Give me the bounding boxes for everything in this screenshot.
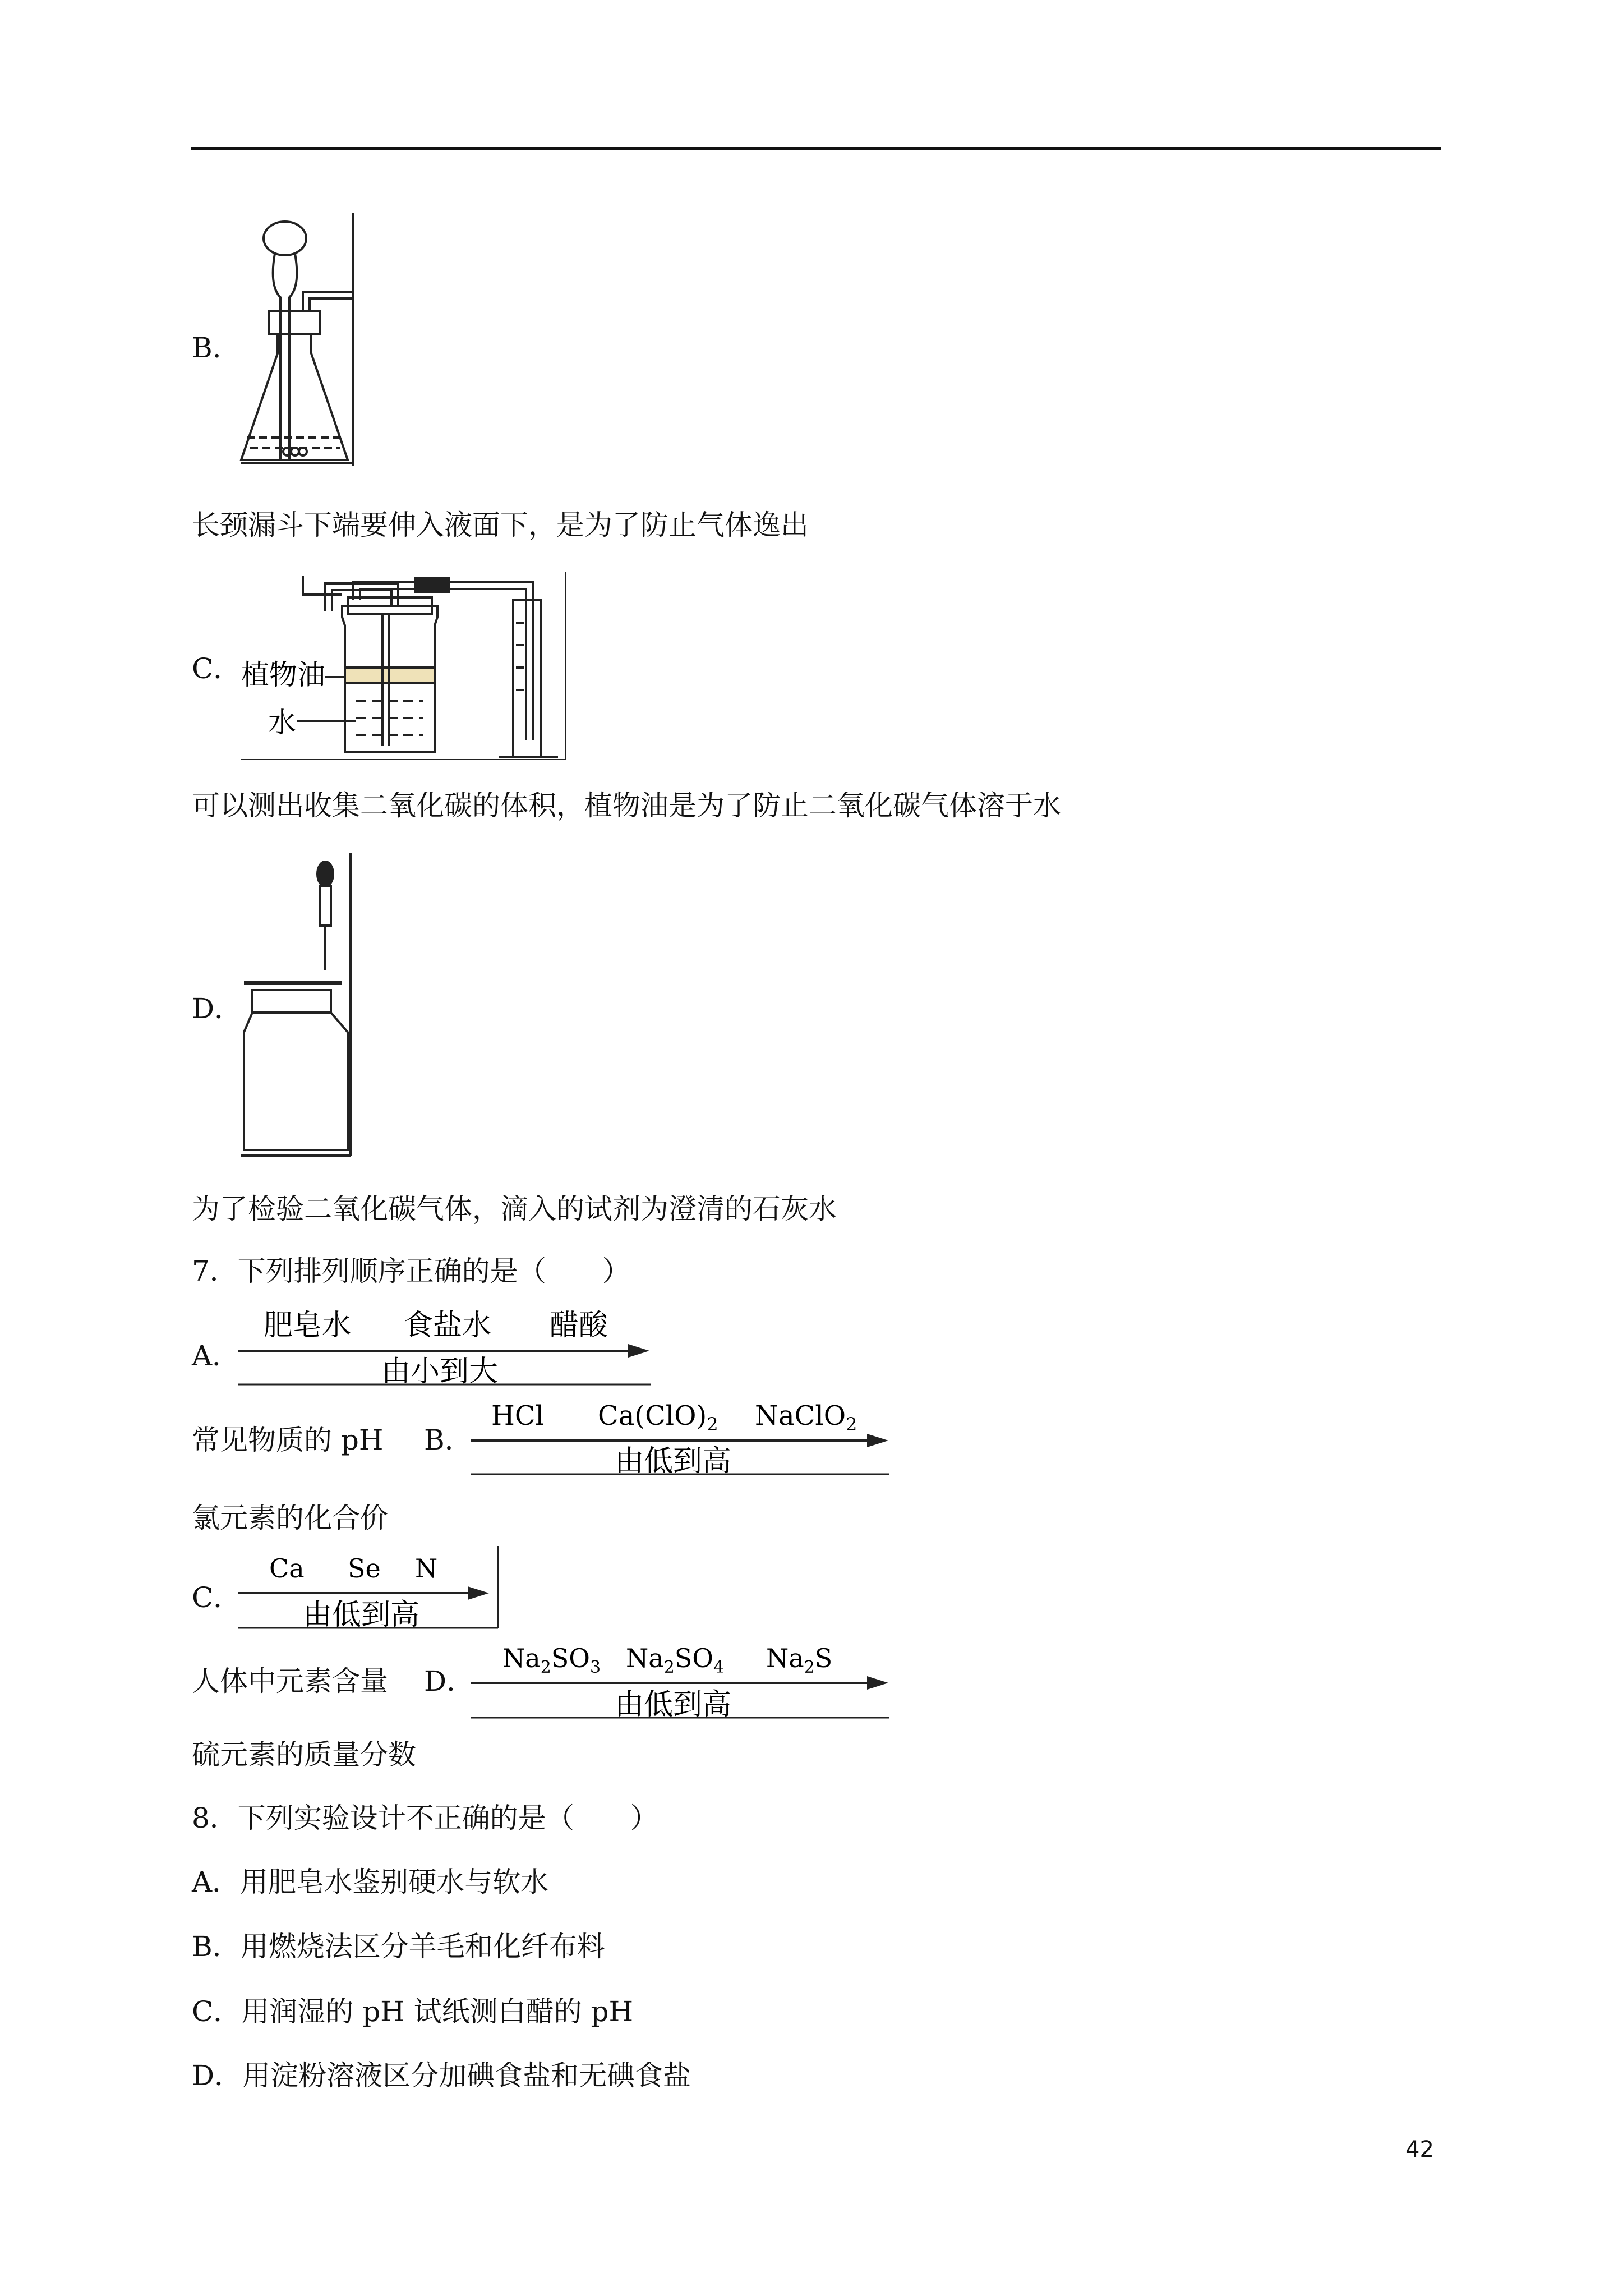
q7-d-item: Na [766, 1643, 804, 1673]
q7-a-label: A． [192, 1340, 241, 1372]
q7-b-label: B． [424, 1424, 473, 1456]
q7-d-subscript: 2 [804, 1658, 815, 1677]
q7-c-description: 人体中元素含量 [192, 1665, 388, 1697]
option-d-label: D． [192, 992, 243, 1025]
q7-d-item: Na [502, 1643, 541, 1673]
q8-option-c: C．用润湿的 pH 试纸测白醋的 pH [192, 1995, 634, 2028]
q7-c-label: C． [192, 1581, 242, 1614]
svg-text:Na2SO4 [626, 1643, 724, 1677]
q7-a-item: 醋酸 [550, 1309, 608, 1342]
svg-text:Ca(ClO)2 [598, 1400, 718, 1435]
q8-option-d: D．用淀粉溶液区分加碘食盐和无碘食盐 [192, 2059, 691, 2092]
svg-text:Na2S [766, 1643, 832, 1677]
q7-a-item: 食盐水 [404, 1309, 492, 1342]
q7-b-item: NaClO [755, 1400, 846, 1432]
q7-d-label: D． [424, 1665, 475, 1697]
option-b-label: B． [192, 332, 241, 364]
q7-d-item: Na [626, 1643, 664, 1673]
option-d-description: 为了检验二氧化碳气体，滴入的试剂为澄清的石灰水 [192, 1193, 837, 1225]
svg-text:Na2SO3 [502, 1643, 601, 1677]
q7-c-axis-label: 由低到高 [303, 1598, 420, 1630]
q7-b-item: Ca(ClO) [598, 1400, 707, 1432]
q7-c-item: Ca [269, 1553, 305, 1584]
dropper-jar-figure [236, 853, 353, 1158]
q7-c-item: Se [348, 1553, 381, 1584]
q8-option-a: A．用肥皂水鉴别硬水与软水 [192, 1866, 549, 1898]
option-b-description: 长颈漏斗下端要伸入液面下，是为了防止气体逸出 [192, 509, 809, 541]
q7-d-subscript: 2 [663, 1658, 675, 1677]
q8-option-b: B．用燃烧法区分羊毛和化纤布料 [192, 1930, 605, 1963]
q7-b-arrow-figure [469, 1391, 889, 1475]
option-c-label: C． [192, 652, 242, 685]
q7-d-item: SO [551, 1643, 591, 1673]
q7-c-item: N [415, 1553, 438, 1584]
option-c-description: 可以测出收集二氧化碳的体积，植物油是为了防止二氧化碳气体溶于水 [192, 789, 1061, 822]
q7-c-arrow-figure [236, 1546, 499, 1630]
q7-d-item: S [814, 1643, 833, 1673]
q7-d-axis-label: 由低到高 [615, 1688, 732, 1719]
q7-a-item: 肥皂水 [264, 1309, 352, 1342]
q7-d-description: 硫元素的质量分数 [192, 1738, 416, 1771]
vegetable-oil-label: 植物油 [241, 659, 325, 691]
q7-d-arrow-figure [469, 1632, 889, 1719]
q7-stem: 7．下列排列顺序正确的是（ ） [192, 1255, 630, 1287]
q7-a-axis-label: 由小到大 [381, 1355, 499, 1386]
q7-a-arrow-figure [236, 1301, 651, 1386]
q7-b-subscript: 2 [846, 1414, 857, 1435]
svg-text:NaClO2 [755, 1400, 857, 1435]
q7-d-subscript: 2 [540, 1658, 551, 1677]
page-number: 42 [1405, 2137, 1434, 2162]
q7-d-item: SO [674, 1643, 714, 1673]
q7-b-item: HCl [491, 1400, 544, 1432]
q7-b-description: 氯元素的化合价 [192, 1502, 388, 1534]
q8-stem: 8．下列实验设计不正确的是（ ） [192, 1802, 658, 1834]
q7-d-subscript: 4 [713, 1658, 725, 1677]
q7-b-axis-label: 由低到高 [615, 1444, 732, 1475]
oil-water-bottle-figure [236, 572, 566, 760]
funnel-flask-figure [236, 213, 365, 477]
q7-a-description: 常见物质的 pH [192, 1424, 384, 1456]
header-rule [191, 147, 1441, 150]
q7-d-subscript: 3 [590, 1658, 601, 1677]
q7-b-subscript: 2 [707, 1414, 718, 1435]
water-label: 水 [268, 706, 296, 739]
